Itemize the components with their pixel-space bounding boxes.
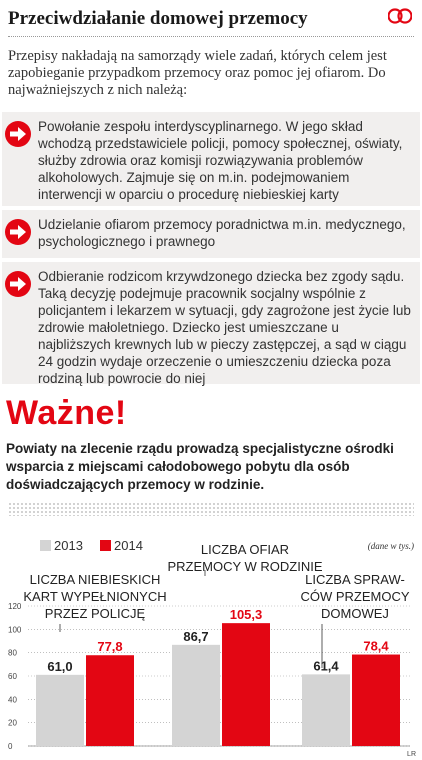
arrow-circle-icon: [4, 120, 32, 148]
category-label: LICZBA NIEBIESKICH: [29, 572, 161, 587]
legend-swatch: [100, 540, 111, 551]
bar-chart: [0, 520, 422, 760]
dotted-band: [8, 502, 414, 516]
legend-label: 2013: [54, 538, 83, 553]
y-tick-label: 40: [8, 695, 17, 705]
gp-logo: [388, 8, 412, 24]
page-title: Przeciwdziałanie domowej przemocy: [8, 8, 308, 29]
list-item: [2, 210, 420, 258]
list-item: [2, 262, 420, 384]
category-label: KART WYPEŁNIONYCH: [23, 589, 167, 604]
category-label: CÓW PRZEMOCY: [300, 589, 410, 604]
bar: [302, 674, 350, 746]
data-label: 105,3: [229, 607, 263, 623]
data-label: 77,8: [97, 639, 123, 655]
important-heading: Ważne!: [6, 394, 127, 432]
y-tick-label: 0: [8, 742, 13, 751]
category-label: DOMOWEJ: [321, 606, 389, 621]
y-tick-label: 100: [8, 625, 22, 635]
bar: [352, 655, 400, 746]
bar: [222, 623, 270, 746]
list-item-text: Udzielanie ofiarom przemocy poradnictwa m.in. medycznego, psychologicznego i prawnego: [38, 217, 406, 249]
y-tick-label: 20: [8, 718, 17, 728]
category-label: PRZEZ POLICJĘ: [44, 606, 146, 621]
data-label: 61,4: [313, 658, 339, 674]
list-item-text: Odbieranie rodzicom krzywdzonego dziecka bez zgody sądu. Taką decyzję podejmuje pracownik socjalny wspólnie z policjantem i lekarzem w sytuacji, gdy zagrożone jest życie lub zdrowie małoletniego. Dziecko jest umieszczane u najbliższych krewnych lub w pieczy zastępczej, a sąd w ciągu 24 godzin wydaje orzeczenie o umieszczeniu dziecka poza rodziną lub powrocie do niej: [38, 269, 411, 386]
bar: [36, 675, 84, 746]
credit-label: LR: [407, 751, 416, 758]
bar: [86, 655, 134, 746]
title-divider: [8, 36, 414, 37]
legend-label: 2014: [114, 538, 143, 553]
y-tick-label: 120: [8, 602, 22, 611]
important-text: Powiaty na zlecenie rządu prowadzą specjalistyczne ośrodki wsparcia z miejscami całodobowego pobytu dla osób doświadczających przemocy w rodzinie.: [6, 441, 394, 492]
category-label: LICZBA SPRAW-: [305, 572, 405, 587]
data-label: 61,0: [47, 658, 73, 674]
category-label: LICZBA OFIAR: [200, 542, 290, 557]
y-tick-label: 60: [8, 672, 17, 681]
list-item-text: Powołanie zespołu interdyscyplinarnego. W jego skład wchodzą przedstawiciele policji, pomocy społecznej, oświaty, służby zdrowia oraz komisji rozwiązywania problemów alkoholowych. Zajmuje się on m.in. podejmowaniem interwencji w oparciu o procedurę niebieskiej karty: [38, 119, 403, 202]
y-tick-label: 80: [8, 648, 17, 658]
arrow-circle-icon: [4, 270, 32, 298]
intro-text: Przepisy nakładają na samorządy wiele zadań, których celem jest zapobieganie przypadkom przemocy oraz pomoc jej ofiarom. Do najważniejszych z nich należą:: [8, 48, 387, 98]
data-label: 78,4: [363, 638, 389, 654]
arrow-circle-icon: [4, 218, 32, 246]
list-item: [2, 112, 420, 206]
legend-swatch: [40, 540, 51, 551]
category-label: PRZEMOCY W RODZINIE: [167, 559, 323, 574]
bar: [172, 645, 220, 746]
unit-note: (dane w tys.): [367, 541, 414, 551]
data-label: 86,7: [183, 628, 209, 644]
